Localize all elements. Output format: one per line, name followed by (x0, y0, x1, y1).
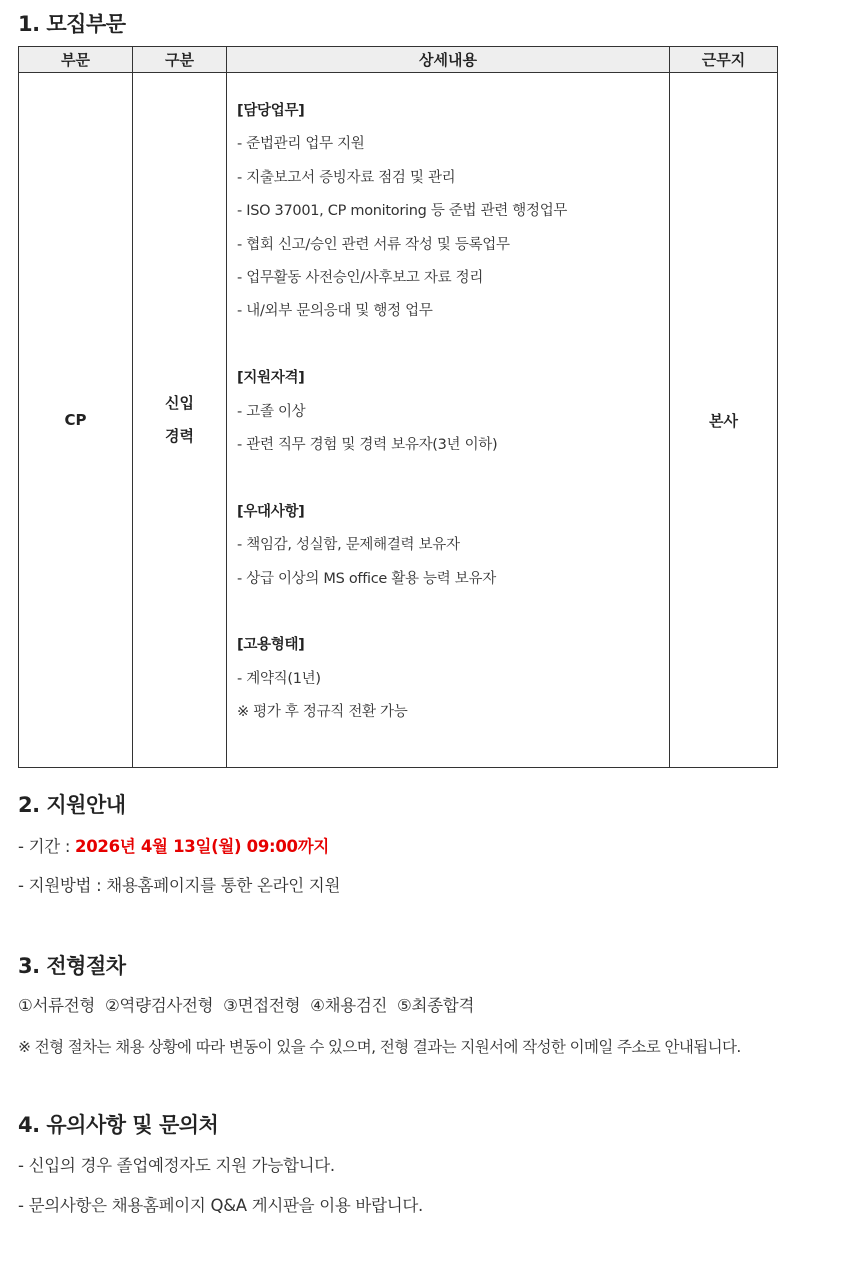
cell-department: CP (19, 73, 133, 768)
qualification-item: - 관련 직무 경험 및 경력 보유자(3년 이하) (237, 437, 498, 454)
duty-item: - 협회 신고/승인 관련 서류 작성 및 등록업무 (237, 236, 510, 253)
employment-title: [고용형태] (237, 637, 305, 654)
cell-details (227, 73, 670, 768)
section1-title: 1. 모집부문 (18, 12, 126, 36)
duty-item: - 업무활동 사전승인/사후보고 자료 정리 (237, 270, 484, 287)
period-deadline: 2026년 4월 13일(월) 09:00까지 (75, 837, 329, 856)
type-experienced: 경력 (165, 427, 194, 445)
preference-item: - 상급 이상의 MS office 활용 능력 보유자 (237, 570, 496, 587)
recruitment-table (18, 46, 778, 768)
cell-type (133, 73, 227, 768)
qualifications-title: [지원자격] (237, 370, 305, 387)
header-details: 상세내용 (227, 47, 670, 73)
preferences-title: [우대사항] (237, 503, 305, 520)
notice-line: - 문의사항은 채용홈페이지 Q&A 게시판을 이용 바랍니다. (18, 1196, 423, 1215)
table-header-row (19, 47, 778, 73)
application-method: - 지원방법 : 채용홈페이지를 통한 온라인 지원 (18, 876, 341, 895)
cell-location: 본사 (670, 73, 778, 768)
duty-item: - 내/외부 문의응대 및 행정 업무 (237, 303, 433, 320)
table-row (19, 73, 778, 768)
employment-note: ※ 평가 후 정규직 전환 가능 (237, 704, 408, 721)
notice-line: - 신입의 경우 졸업예정자도 지원 가능합니다. (18, 1156, 335, 1175)
duty-item: - 지출보고서 증빙자료 점검 및 관리 (237, 169, 456, 186)
application-period (18, 835, 329, 859)
header-location: 근무지 (670, 47, 778, 73)
duties-title: [담당업무] (237, 103, 305, 119)
selection-steps: ①서류전형 ②역량검사전형 ③면접전형 ④채용검진 ⑤최종합격 (18, 996, 475, 1015)
section2-title: 2. 지원안내 (18, 793, 126, 817)
preference-item: - 책임감, 성실함, 문제해결력 보유자 (237, 537, 460, 554)
duty-item: - 준법관리 업무 지원 (237, 136, 365, 153)
type-new: 신입 (165, 394, 194, 412)
header-department: 부문 (19, 47, 133, 73)
section4-title: 4. 유의사항 및 문의처 (18, 1113, 219, 1137)
section3-title: 3. 전형절차 (18, 954, 126, 978)
employment-item: - 계약직(1년) (237, 670, 321, 687)
header-type: 구분 (133, 47, 227, 73)
duty-item: - ISO 37001, CP monitoring 등 준법 관련 행정업무 (237, 203, 568, 220)
selection-note: ※ 전형 절차는 채용 상황에 따라 변동이 있을 수 있으며, 전형 결과는 지원서에 작성한 이메일 주소로 안내됩니다. (18, 1038, 741, 1056)
period-label: - 기간 : (18, 837, 76, 856)
qualification-item: - 고졸 이상 (237, 403, 306, 420)
